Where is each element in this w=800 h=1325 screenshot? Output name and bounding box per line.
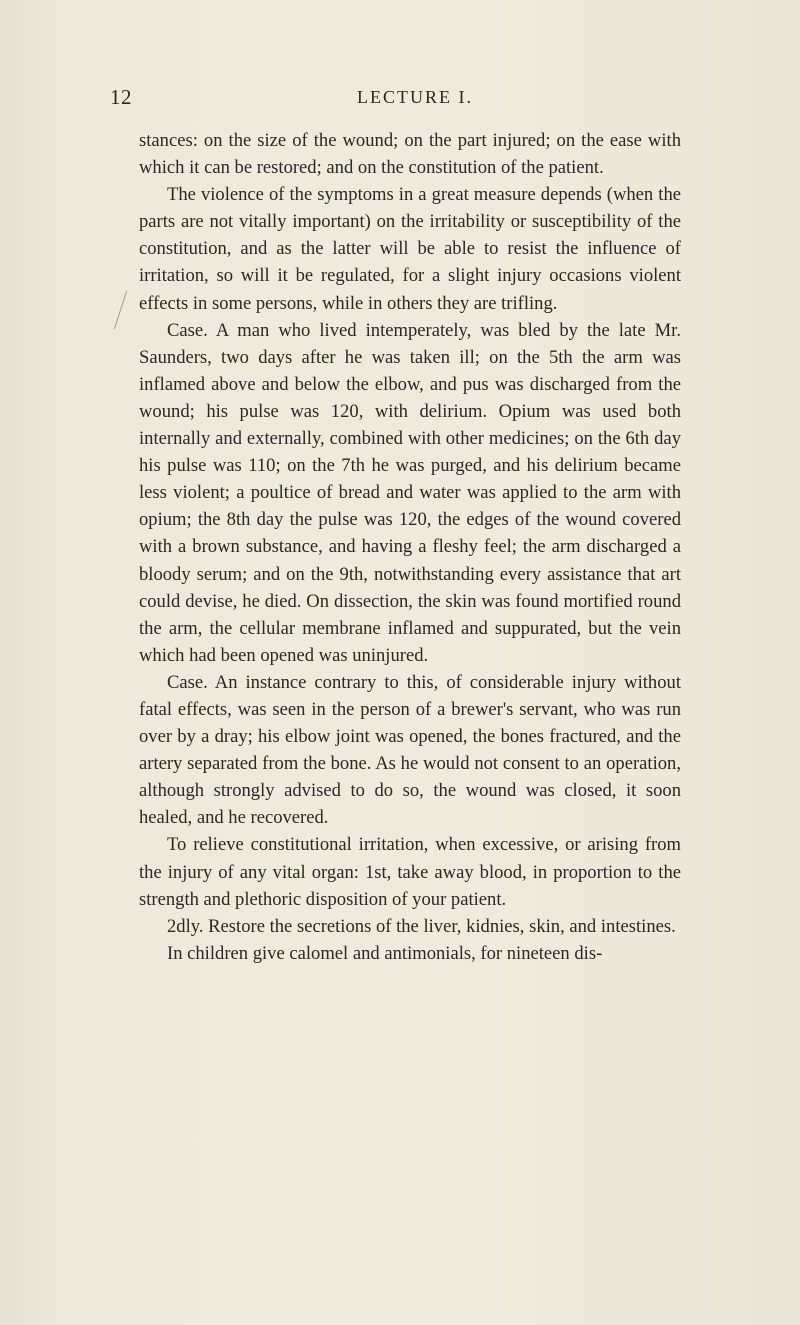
page-header [0, 85, 800, 113]
paragraph-children: In children give calomel and antimonials, for nineteen dis- [167, 942, 603, 964]
body-text [139, 127, 681, 967]
paragraph-continuation: stances: on the size of the wound; on the part injured; on the ease with which it can be restored; and on the constitution of the patient. [139, 130, 681, 179]
margin-pencil-mark [114, 291, 127, 329]
running-head: LECTURE I. [357, 87, 473, 107]
page-number: 12 [110, 85, 132, 109]
paragraph-treatment-first: To relieve constitutional irritation, when excessive, or arising from the injury of any vital organ: 1st, take away blood, in proportion to the strength and plethoric disposition of your patient. [139, 834, 681, 910]
paragraph-case-one: Case. A man who lived intemperately, was bled by the late Mr. Saunders, two days after he was taken ill; on the 5th the arm was inflamed above and below the elbow, and pus was discharged from the wound; his pulse was 120, with delirium. Opium was used both internally and externally, combined with other medicines; on the 6th day his pulse was 110; on the 7th he was purged, and his delirium became less violent; a poultice of bread and water was applied to the arm with opium; the 8th day the pulse was 120, the edges of the wound covered with a brown substance, and having a fleshy feel; the arm discharged a bloody serum; and on the 9th, notwithstanding every assistance that art could devise, he died. On dissection, the skin was found mortified round the arm, the cellular membrane inflamed and suppurated, but the vein which had been opened was uninjured. [139, 319, 681, 666]
paragraph-symptoms: The violence of the symptoms in a great measure depends (when the parts are not vitally important) on the irritability or susceptibility of the constitution, and as the latter will be able to resist the influence of irritation, so will it be regulated, for a slight injury occasions violent effects in some persons, while in others they are trifling. [139, 184, 681, 314]
paragraph-treatment-second: 2dly. Restore the secretions of the liver, kidnies, skin, and intestines. [167, 915, 676, 937]
paragraph-case-two: Case. An instance contrary to this, of considerable injury without fatal effects, was seen in the person of a brewer's servant, who was run over by a dray; his elbow joint was opened, the bones fractured, and the artery separated from the bone. As he would not consent to an operation, although strongly advised to do so, the wound was closed, it soon healed, and he recovered. [139, 671, 681, 829]
